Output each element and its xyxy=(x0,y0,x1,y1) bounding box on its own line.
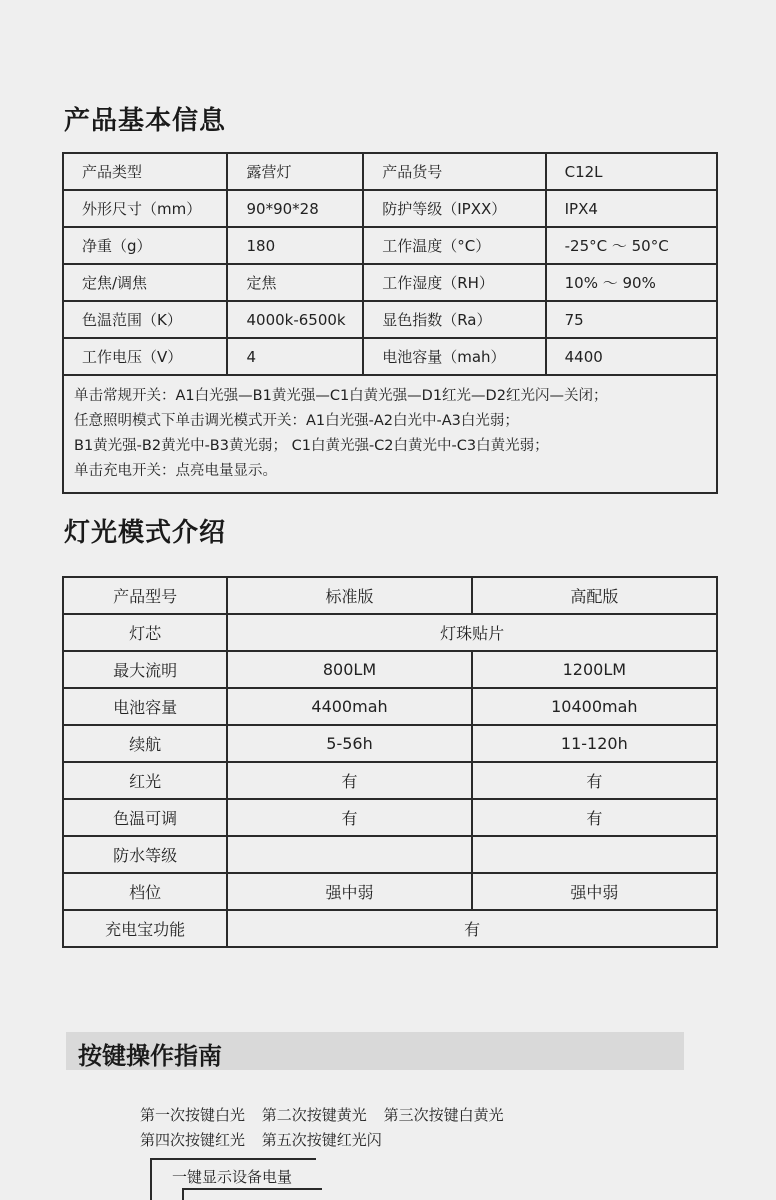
note-line: 任意照明模式下单击调光模式开关：A1白光强-A2白光中-A3白光弱； xyxy=(74,413,519,429)
column-header: 高配版 xyxy=(472,577,717,614)
row-label: 灯芯 xyxy=(63,614,227,651)
spec-label: 产品类型 xyxy=(63,153,227,190)
row-label: 色温可调 xyxy=(63,799,227,836)
table-header-row xyxy=(63,577,717,614)
press-step: 第四次按键红光 xyxy=(140,1131,246,1149)
spec-value: 定焦 xyxy=(227,264,363,301)
spec-value: -25°C ～ 50°C xyxy=(546,227,717,264)
spec-value: 10% ～ 90% xyxy=(546,264,717,301)
operation-notes xyxy=(63,375,717,493)
table-row xyxy=(63,799,717,836)
spec-label: 防护等级（IPXX） xyxy=(363,190,545,227)
standard-cell: 800LM xyxy=(227,651,471,688)
pro-cell xyxy=(472,836,717,873)
row-label: 防水等级 xyxy=(63,836,227,873)
pro-cell: 11-120h xyxy=(472,725,717,762)
flow-connector xyxy=(150,1158,152,1200)
standard-cell xyxy=(227,836,471,873)
row-label: 充电宝功能 xyxy=(63,910,227,947)
table-row xyxy=(63,688,717,725)
light-modes-title: 灯光模式介绍 xyxy=(64,518,227,548)
press-step: 第五次按键红光闪 xyxy=(261,1131,382,1149)
row-label: 续航 xyxy=(63,725,227,762)
spec-value: 露营灯 xyxy=(227,153,363,190)
standard-cell: 强中弱 xyxy=(227,873,471,910)
notes-row xyxy=(63,375,717,493)
row-label: 红光 xyxy=(63,762,227,799)
table-row xyxy=(63,762,717,799)
spec-value: 4 xyxy=(227,338,363,375)
flow-label: 一键显示设备电量 xyxy=(172,1168,293,1186)
spec-label: 工作电压（V） xyxy=(63,338,227,375)
pro-cell: 10400mah xyxy=(472,688,717,725)
standard-cell: 有 xyxy=(227,799,471,836)
spec-value: 90*90*28 xyxy=(227,190,363,227)
note-line: 单击充电开关：点亮电量显示。 xyxy=(74,463,277,479)
table-row xyxy=(63,873,717,910)
basic-info-title: 产品基本信息 xyxy=(64,106,227,136)
pro-cell: 有 xyxy=(472,799,717,836)
column-header: 产品型号 xyxy=(63,577,227,614)
pro-cell: 有 xyxy=(472,762,717,799)
row-label: 档位 xyxy=(63,873,227,910)
press-step: 第二次按键黄光 xyxy=(261,1106,367,1124)
table-row xyxy=(63,836,717,873)
flow-connector xyxy=(150,1158,316,1160)
spec-label: 工作温度（°C） xyxy=(363,227,545,264)
button-guide-header xyxy=(66,1032,684,1070)
table-row xyxy=(63,338,717,375)
table-row xyxy=(63,651,717,688)
spec-value: 4400 xyxy=(546,338,717,375)
row-label: 最大流明 xyxy=(63,651,227,688)
flow-connector xyxy=(182,1188,322,1190)
merged-cell: 灯珠贴片 xyxy=(227,614,717,651)
standard-cell: 5-56h xyxy=(227,725,471,762)
column-header: 标准版 xyxy=(227,577,471,614)
table-row xyxy=(63,614,717,651)
table-row xyxy=(63,190,717,227)
merged-cell: 有 xyxy=(227,910,717,947)
spec-label: 外形尺寸（mm） xyxy=(63,190,227,227)
spec-value: IPX4 xyxy=(546,190,717,227)
standard-cell: 4400mah xyxy=(227,688,471,725)
pro-cell: 1200LM xyxy=(472,651,717,688)
table-row xyxy=(63,301,717,338)
press-sequence-line xyxy=(140,1129,394,1150)
table-row xyxy=(63,264,717,301)
press-step: 第三次按键白黄光 xyxy=(383,1106,504,1124)
spec-label: 定焦/调焦 xyxy=(63,264,227,301)
basic-info-table xyxy=(62,152,718,494)
table-row xyxy=(63,725,717,762)
standard-cell: 有 xyxy=(227,762,471,799)
button-guide-title: 按键操作指南 xyxy=(78,1042,222,1070)
spec-label: 工作湿度（RH） xyxy=(363,264,545,301)
press-step: 第一次按键白光 xyxy=(140,1106,246,1124)
note-line: B1黄光强-B2黄光中-B3黄光弱； C1白黄光强-C2白黄光中-C3白黄光弱； xyxy=(74,438,549,454)
row-label: 电池容量 xyxy=(63,688,227,725)
spec-label: 净重（g） xyxy=(63,227,227,264)
spec-label: 显色指数（Ra） xyxy=(363,301,545,338)
press-sequence-line xyxy=(140,1104,516,1125)
spec-label: 产品货号 xyxy=(363,153,545,190)
flow-connector xyxy=(182,1188,184,1200)
light-modes-table xyxy=(62,576,718,948)
table-row xyxy=(63,227,717,264)
spec-value: 4000k-6500k xyxy=(227,301,363,338)
spec-value: 180 xyxy=(227,227,363,264)
pro-cell: 强中弱 xyxy=(472,873,717,910)
note-line: 单击常规开关：A1白光强—B1黄光强—C1白黄光强—D1红光—D2红光闪—关闭； xyxy=(74,388,608,404)
spec-value: C12L xyxy=(546,153,717,190)
table-row xyxy=(63,910,717,947)
spec-label: 色温范围（K） xyxy=(63,301,227,338)
table-row xyxy=(63,153,717,190)
spec-label: 电池容量（mah） xyxy=(363,338,545,375)
spec-value: 75 xyxy=(546,301,717,338)
